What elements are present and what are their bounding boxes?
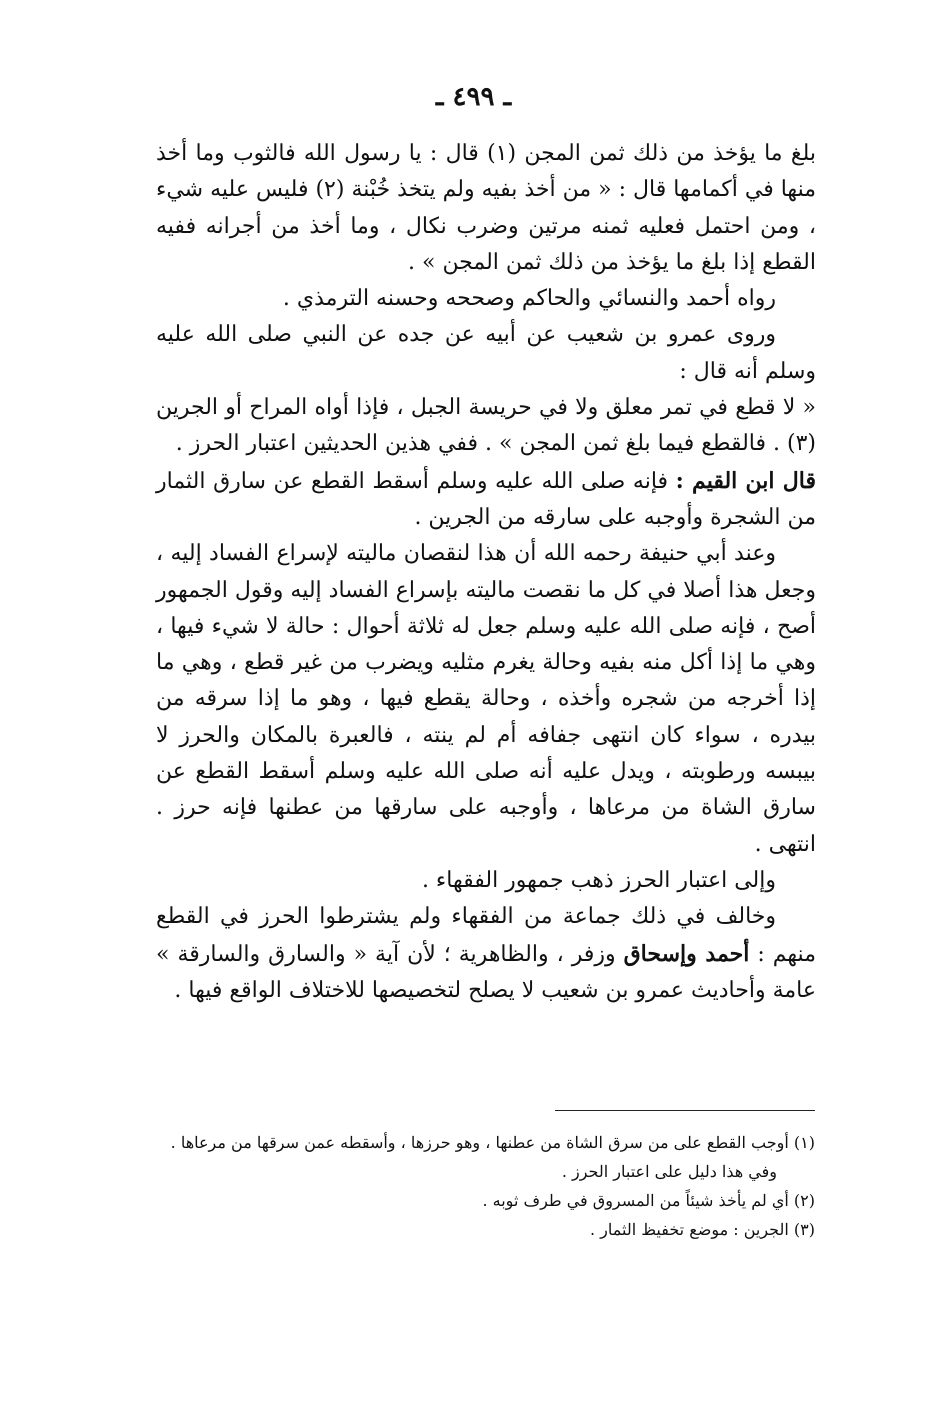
- paragraph: [156, 899, 816, 1009]
- footnote-separator: [555, 1110, 815, 1111]
- footnote-continuation: وفي هذا دليل على اعتبار الحرز .: [561, 1162, 777, 1181]
- paragraph: رواه أحمد والنسائي والحاكم وصححه وحسنه الترمذي .: [282, 286, 776, 312]
- main-text: [156, 136, 816, 1009]
- page-number: ـ ٤٩٩ ـ: [435, 82, 512, 112]
- paragraph: وعند أبي حنيفة رحمه الله أن هذا لنقصان ماليته لإسراع الفساد إليه ، وجعل هذا أصلا في كل ما نقصت ماليته بإسراع الفساد إليه وقول الجمهور أصح ، فإنه صلى الله عليه وسلم جعل له ثلاثة أحوال : حالة لا شيء فيها ، وهي ما إذا أكل منه بفيه وحالة يغرم مثليه ويضرب من غير قطع ، وهي ما إذا أخرجه من شجره وأخذه ، وحالة يقطع فيها ، وهو ما إذا سرقه من بيدره ، سواء كان انتهى جفافه أم لم ينته ، فالعبرة بالمكان والحرز لا بيبسه ورطوبته ، ويدل عليه أنه صلى الله عليه وسلم أسقط القطع عن سارق الشاة من مرعاها ، وأوجبه على سارقها من عطنها فإنه حرز . انتهى .: [156, 541, 816, 857]
- paragraph: « لا قطع في تمر معلق ولا في حريسة الجبل ، فإذا أواه المراح أو الجرين (٣) . فالقطع فيما بلغ ثمن المجن » . ففي هذين الحديثين اعتبار الحرز .: [156, 395, 816, 457]
- speaker-lead: قال ابن القيم :: [675, 467, 816, 494]
- footnote: (١) أوجب القطع على من سرق الشاة من عطنها ، وهو حرزها ، وأسقطه عمن سرقها من مرعاها .: [170, 1133, 815, 1152]
- paragraph-body: فإنه صلى الله عليه وسلم أسقط القطع عن سارق الثمار من الشجرة وأوجبه على سارقه من الجرين .: [156, 468, 816, 530]
- paragraph: وإلى اعتبار الحرز ذهب جمهور الفقهاء .: [421, 867, 776, 893]
- paragraph: وروى عمرو بن شعيب عن أبيه عن جده عن النبي صلى الله عليه وسلم أنه قال :: [156, 322, 816, 384]
- paragraph: [156, 463, 816, 537]
- footnotes: [150, 1128, 815, 1244]
- paragraph-tail: وزفر ، والظاهرية ؛ لأن آية « والسارق والسارقة » عامة وأحاديث عمرو بن شعيب لا يصلح لتخصيصها للاختلاف الواقع فيها .: [156, 941, 816, 1003]
- footnote: (٢) أي لم يأخذ شيئاً من المسروق في طرف ثوبه .: [482, 1191, 815, 1210]
- names-bold: أحمد وإسحاق: [623, 940, 750, 967]
- paragraph: بلغ ما يؤخذ من ذلك ثمن المجن (١) قال : يا رسول الله فالثوب وما أخذ منها في أكمامها قال : « من أخذ بفيه ولم يتخذ خُبْنة (٢) فليس عليه شيء ، ومن احتمل فعليه ثمنه مرتين وضرب نكال ، وما أخذ من أجرانه ففيه القطع إذا بلغ ما يؤخذ من ذلك ثمن المجن » .: [156, 141, 817, 275]
- footnote: (٣) الجرين : موضع تخفيظ الثمار .: [589, 1220, 815, 1239]
- paragraph-body: وخالف في ذلك جماعة من الفقهاء ولم يشترطوا الحرز في القطع منهم :: [156, 904, 816, 967]
